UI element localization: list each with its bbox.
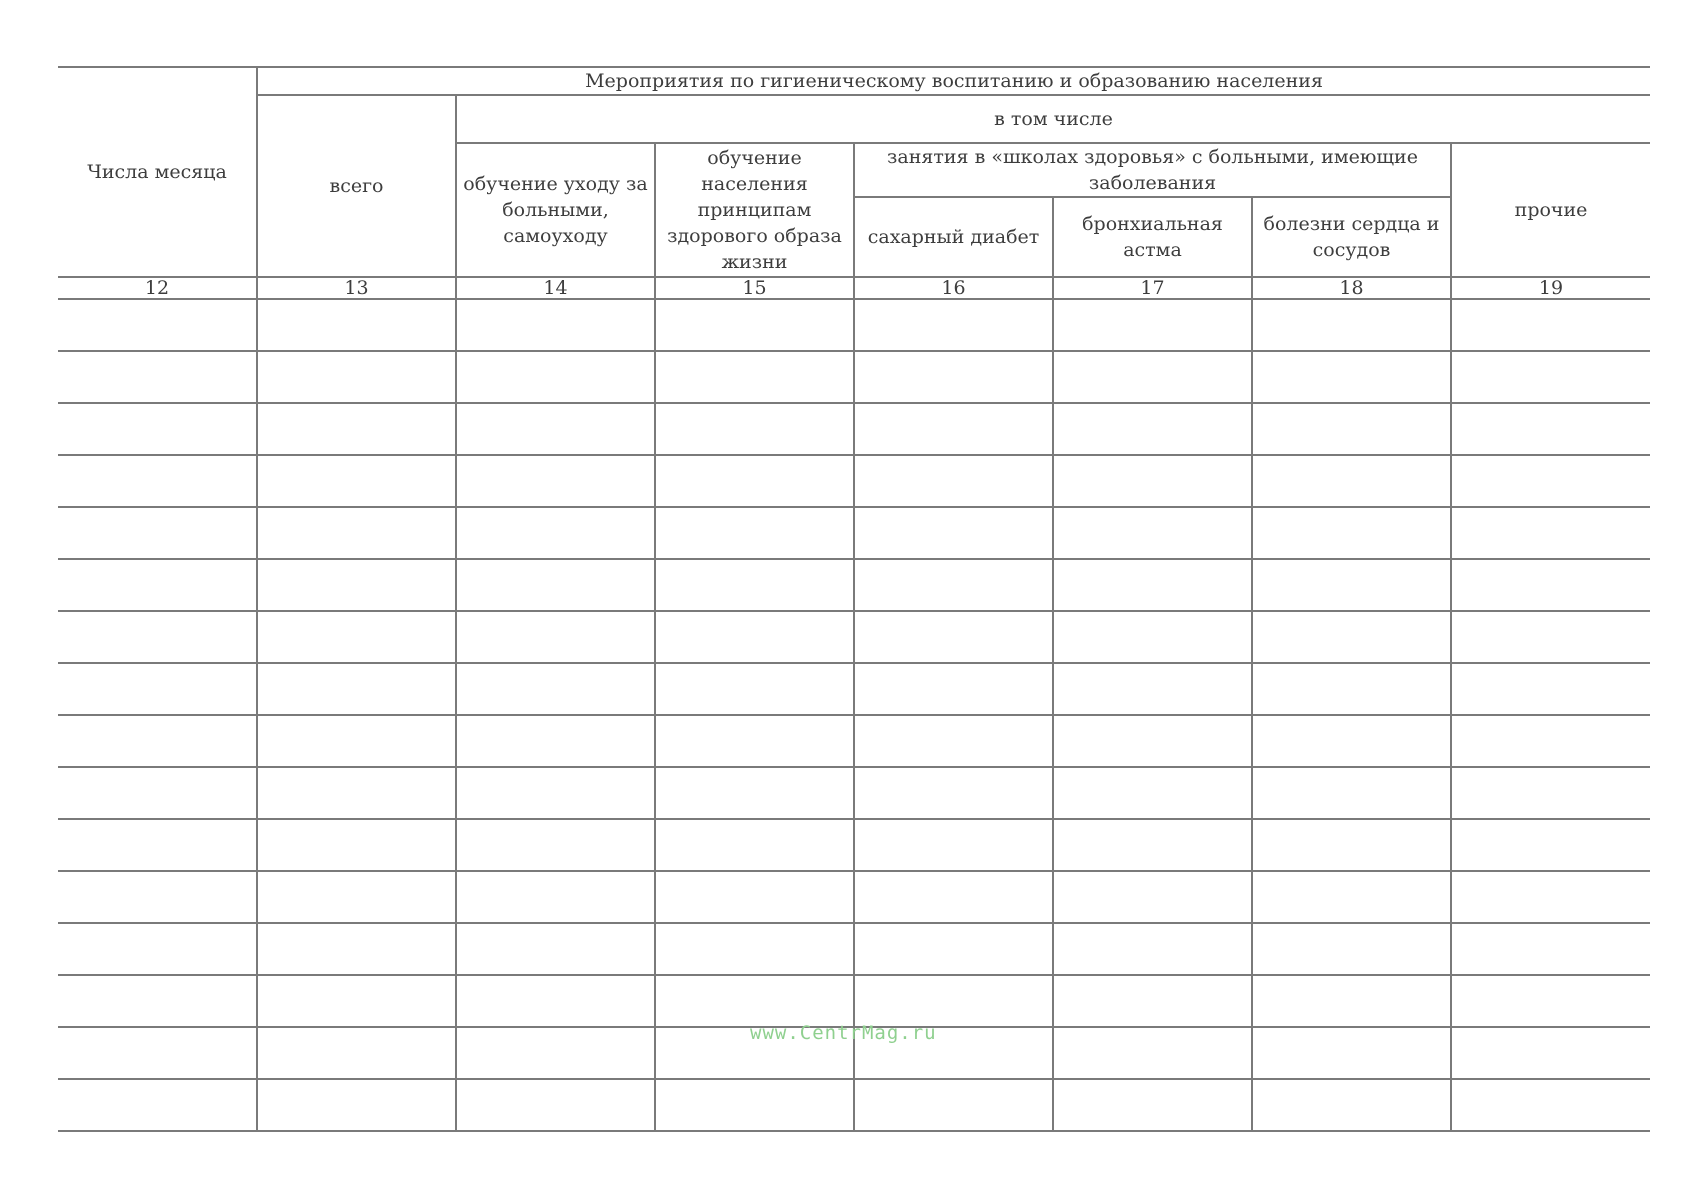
table-cell[interactable]: [1451, 923, 1650, 975]
table-cell[interactable]: [456, 299, 655, 351]
header-asthma: бронхиальная астма: [1053, 197, 1252, 277]
header-other: прочие: [1451, 143, 1650, 277]
table-cell[interactable]: [456, 715, 655, 767]
table-row: [58, 299, 1650, 351]
table-cell[interactable]: [1252, 299, 1451, 351]
column-number: 19: [1451, 277, 1650, 299]
table-cell[interactable]: [456, 611, 655, 663]
table-cell[interactable]: [854, 663, 1053, 715]
table-cell[interactable]: [257, 611, 456, 663]
table-cell[interactable]: [456, 871, 655, 923]
table-cell[interactable]: [257, 715, 456, 767]
table-cell[interactable]: [456, 559, 655, 611]
header-group-title: Мероприятия по гигиеническому воспитанию и образованию населения: [257, 67, 1650, 95]
table-cell[interactable]: [456, 975, 655, 1027]
table-cell[interactable]: [58, 559, 257, 611]
table-cell[interactable]: [1252, 455, 1451, 507]
table-cell[interactable]: [257, 559, 456, 611]
column-number: 18: [1252, 277, 1451, 299]
health-education-form-table: [58, 66, 1650, 1132]
table-row: [58, 559, 1650, 611]
table-cell[interactable]: [456, 403, 655, 455]
table-cell[interactable]: [655, 767, 854, 819]
table-cell[interactable]: [1053, 715, 1252, 767]
table-cell[interactable]: [257, 351, 456, 403]
header-total: всего: [257, 95, 456, 277]
header-heart-disease: болезни сердца и сосудов: [1252, 197, 1451, 277]
table-cell[interactable]: [456, 663, 655, 715]
table-cell[interactable]: [655, 611, 854, 663]
table-cell[interactable]: [1451, 819, 1650, 871]
header-diabetes: сахарный диабет: [854, 197, 1053, 277]
table-cell[interactable]: [1053, 351, 1252, 403]
header-care-training: обучение уходу за больными, самоуходу: [456, 143, 655, 277]
table-cell[interactable]: [456, 819, 655, 871]
table-cell[interactable]: [257, 923, 456, 975]
table-row: [58, 975, 1650, 1027]
table-cell[interactable]: [58, 975, 257, 1027]
table-cell[interactable]: [655, 819, 854, 871]
table-row: [58, 507, 1650, 559]
table-cell[interactable]: [1451, 767, 1650, 819]
table-cell[interactable]: [854, 923, 1053, 975]
table-cell[interactable]: [58, 871, 257, 923]
table-row: [58, 923, 1650, 975]
table-row: [58, 351, 1650, 403]
table-cell[interactable]: [1451, 1079, 1650, 1131]
table-cell[interactable]: [257, 767, 456, 819]
column-number: 16: [854, 277, 1053, 299]
table-cell[interactable]: [1053, 299, 1252, 351]
table-cell[interactable]: [655, 403, 854, 455]
table-cell[interactable]: [1451, 715, 1650, 767]
table-cell[interactable]: [854, 455, 1053, 507]
table-cell[interactable]: [1252, 507, 1451, 559]
table-cell[interactable]: [257, 975, 456, 1027]
table-cell[interactable]: [1252, 715, 1451, 767]
header-day-of-month: Числа месяца: [58, 67, 257, 277]
table-cell[interactable]: [655, 923, 854, 975]
table-cell[interactable]: [1053, 1079, 1252, 1131]
table-row: [58, 455, 1650, 507]
table-cell[interactable]: [1252, 923, 1451, 975]
header-including: в том числе: [456, 95, 1650, 143]
table-cell[interactable]: [1053, 975, 1252, 1027]
table-cell[interactable]: [854, 403, 1053, 455]
table-cell[interactable]: [58, 923, 257, 975]
table-cell[interactable]: [1252, 767, 1451, 819]
table-cell[interactable]: [257, 455, 456, 507]
table-cell[interactable]: [655, 871, 854, 923]
table-cell[interactable]: [257, 507, 456, 559]
table-cell[interactable]: [1451, 871, 1650, 923]
table-row: [58, 663, 1650, 715]
table-cell[interactable]: [1053, 559, 1252, 611]
table-cell[interactable]: [854, 351, 1053, 403]
table-cell[interactable]: [1451, 611, 1650, 663]
table-cell[interactable]: [854, 975, 1053, 1027]
table-cell[interactable]: [58, 819, 257, 871]
table-cell[interactable]: [655, 455, 854, 507]
table-cell[interactable]: [456, 923, 655, 975]
table-cell[interactable]: [257, 403, 456, 455]
table-cell[interactable]: [1053, 923, 1252, 975]
table-cell[interactable]: [1053, 403, 1252, 455]
table-cell[interactable]: [58, 1079, 257, 1131]
table-cell[interactable]: [58, 715, 257, 767]
table-cell[interactable]: [1252, 403, 1451, 455]
table-cell[interactable]: [257, 819, 456, 871]
table-cell[interactable]: [456, 351, 655, 403]
table-cell[interactable]: [1451, 663, 1650, 715]
table-cell[interactable]: [655, 507, 854, 559]
table-cell[interactable]: [1451, 507, 1650, 559]
table-cell[interactable]: [58, 663, 257, 715]
table-cell[interactable]: [1053, 1027, 1252, 1079]
table-cell[interactable]: [58, 767, 257, 819]
table-cell[interactable]: [1451, 403, 1650, 455]
table-cell[interactable]: [58, 403, 257, 455]
table-row: [58, 715, 1650, 767]
table-cell[interactable]: [1451, 559, 1650, 611]
table-cell[interactable]: [58, 299, 257, 351]
table-cell[interactable]: [58, 611, 257, 663]
column-number: 17: [1053, 277, 1252, 299]
table-cell[interactable]: [1252, 1027, 1451, 1079]
table-cell[interactable]: [1451, 1027, 1650, 1079]
table-cell[interactable]: [655, 975, 854, 1027]
table-cell[interactable]: [655, 351, 854, 403]
column-number-row: [58, 277, 1650, 299]
table-cell[interactable]: [456, 1027, 655, 1079]
table-cell[interactable]: [257, 1079, 456, 1131]
table-row: [58, 403, 1650, 455]
watermark: www.CentrMag.ru: [750, 1022, 937, 1044]
table-cell[interactable]: [1053, 767, 1252, 819]
table-row: [58, 1079, 1650, 1131]
table-row: [58, 611, 1650, 663]
table-cell[interactable]: [1053, 455, 1252, 507]
table-cell[interactable]: [655, 559, 854, 611]
table-cell[interactable]: [854, 559, 1053, 611]
column-number: 12: [58, 277, 257, 299]
table-cell[interactable]: [655, 299, 854, 351]
table-cell[interactable]: [58, 507, 257, 559]
table-cell[interactable]: [1451, 299, 1650, 351]
table-cell[interactable]: [58, 351, 257, 403]
table-cell[interactable]: [1252, 819, 1451, 871]
table-cell[interactable]: [854, 299, 1053, 351]
table-cell[interactable]: [1252, 351, 1451, 403]
table-body: [58, 299, 1650, 1131]
table-cell[interactable]: [456, 1079, 655, 1131]
column-number: 14: [456, 277, 655, 299]
table-cell[interactable]: [1451, 455, 1650, 507]
column-number: 13: [257, 277, 456, 299]
table-cell[interactable]: [854, 871, 1053, 923]
table-cell[interactable]: [456, 455, 655, 507]
table-cell[interactable]: [854, 1079, 1053, 1131]
table-cell[interactable]: [1053, 871, 1252, 923]
table-cell[interactable]: [1252, 871, 1451, 923]
table-cell[interactable]: [854, 611, 1053, 663]
table-cell[interactable]: [1252, 611, 1451, 663]
table-cell[interactable]: [257, 299, 456, 351]
table-cell[interactable]: [854, 507, 1053, 559]
table-cell[interactable]: [1451, 351, 1650, 403]
table-cell[interactable]: [1053, 663, 1252, 715]
table-cell[interactable]: [854, 767, 1053, 819]
table-row: [58, 767, 1650, 819]
header-health-schools: занятия в «школах здоровья» с больными, имеющие заболевания: [854, 143, 1451, 197]
table-cell[interactable]: [1252, 975, 1451, 1027]
table-cell[interactable]: [1252, 559, 1451, 611]
table-cell[interactable]: [655, 663, 854, 715]
table-cell[interactable]: [1053, 507, 1252, 559]
table-cell[interactable]: [1451, 975, 1650, 1027]
table-cell[interactable]: [1252, 1079, 1451, 1131]
table-row: [58, 819, 1650, 871]
column-number: 15: [655, 277, 854, 299]
table-cell[interactable]: [1053, 611, 1252, 663]
table-cell[interactable]: [854, 819, 1053, 871]
table-row: [58, 871, 1650, 923]
table-cell[interactable]: [257, 871, 456, 923]
table-cell[interactable]: [655, 1079, 854, 1131]
table-cell[interactable]: [854, 715, 1053, 767]
table-cell[interactable]: [456, 767, 655, 819]
header-healthy-lifestyle: обучение населения принципам здорового образа жизни: [655, 143, 854, 277]
table-cell[interactable]: [58, 1027, 257, 1079]
table-cell[interactable]: [1053, 819, 1252, 871]
table-cell[interactable]: [655, 715, 854, 767]
table-cell[interactable]: [1252, 663, 1451, 715]
table-cell[interactable]: [257, 1027, 456, 1079]
table-cell[interactable]: [58, 455, 257, 507]
table-cell[interactable]: [456, 507, 655, 559]
table-cell[interactable]: [257, 663, 456, 715]
